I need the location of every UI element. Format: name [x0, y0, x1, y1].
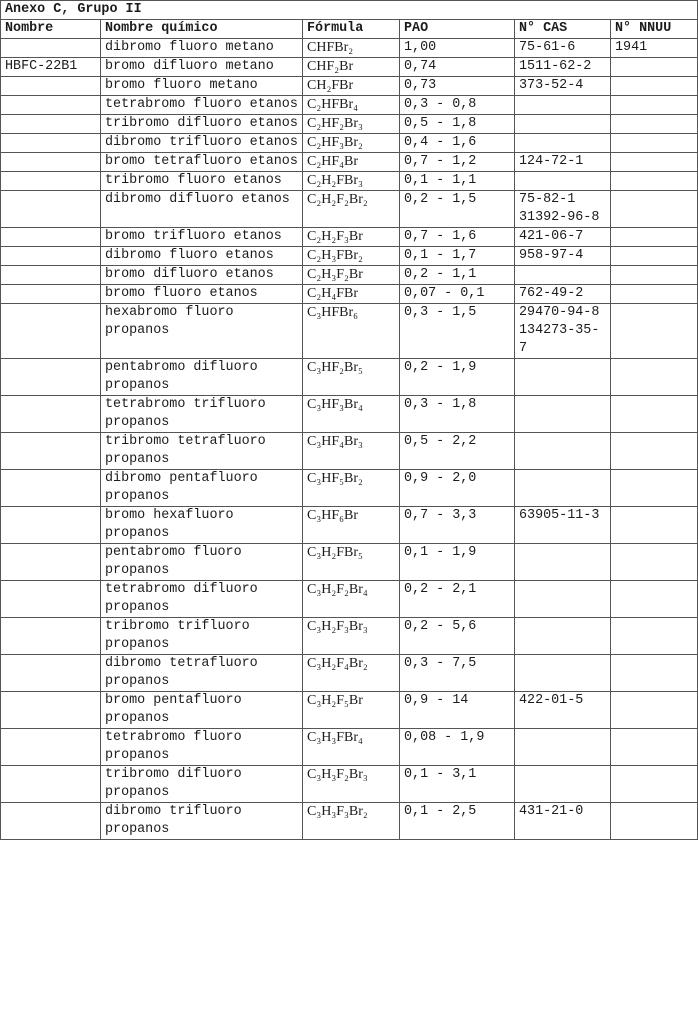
cell-cas: 958-97-4: [515, 247, 611, 266]
cell-nnuu: [611, 433, 698, 470]
cell-formula: C₂HF₃Br₂: [303, 134, 400, 153]
cell-formula: C₂HF₂Br₃: [303, 115, 400, 134]
cell-pao: 0,73: [400, 77, 515, 96]
table-title: Anexo C, Grupo II: [1, 1, 698, 20]
cell-nombre: [1, 172, 101, 191]
table-row: [1, 153, 698, 172]
cell-formula: C₂HF₄Br: [303, 153, 400, 172]
cell-formula: C₂H₃FBr₂: [303, 247, 400, 266]
cell-nombre-quimico: bromo hexafluoro propanos: [101, 507, 303, 544]
cell-nnuu: [611, 655, 698, 692]
cell-nombre: [1, 359, 101, 396]
cell-nombre-quimico: hexabromo fluoro propanos: [101, 304, 303, 359]
cell-cas: [515, 266, 611, 285]
cell-nombre-quimico: dibromo difluoro etanos: [101, 191, 303, 228]
cell-nnuu: [611, 766, 698, 803]
cell-nombre: [1, 470, 101, 507]
cell-formula: C₃H₂F₂Br₄: [303, 581, 400, 618]
cell-nombre: [1, 96, 101, 115]
table-row: [1, 618, 698, 655]
cell-formula: C₃H₃FBr₄: [303, 729, 400, 766]
cell-formula: CHF₂Br: [303, 58, 400, 77]
cell-nombre: [1, 581, 101, 618]
cell-cas: [515, 134, 611, 153]
header-pao: PAO: [400, 20, 515, 39]
table-row: [1, 77, 698, 96]
cell-nombre-quimico: dibromo fluoro etanos: [101, 247, 303, 266]
cell-nombre-quimico: tribromo tetrafluoro propanos: [101, 433, 303, 470]
table-row: [1, 304, 698, 359]
cell-cas: 124-72-1: [515, 153, 611, 172]
cell-nnuu: 1941: [611, 39, 698, 58]
table-row: [1, 396, 698, 433]
cell-cas: [515, 433, 611, 470]
cell-nombre-quimico: tetrabromo fluoro propanos: [101, 729, 303, 766]
cell-nombre: [1, 803, 101, 840]
cell-formula: CH₂FBr: [303, 77, 400, 96]
cell-formula: C₃HF₆Br: [303, 507, 400, 544]
table-row: [1, 266, 698, 285]
cell-cas: [515, 96, 611, 115]
cell-nombre-quimico: pentabromo difluoro propanos: [101, 359, 303, 396]
cell-nombre-quimico: dibromo trifluoro etanos: [101, 134, 303, 153]
cell-pao: 0,1 - 2,5: [400, 803, 515, 840]
cell-pao: 0,74: [400, 58, 515, 77]
table-row: [1, 58, 698, 77]
cell-nnuu: [611, 692, 698, 729]
cell-cas: [515, 655, 611, 692]
cell-nnuu: [611, 507, 698, 544]
cell-nombre: [1, 304, 101, 359]
cell-nombre-quimico: tetrabromo trifluoro propanos: [101, 396, 303, 433]
cell-nnuu: [611, 285, 698, 304]
cell-nombre: HBFC-22B1: [1, 58, 101, 77]
cell-pao: 0,4 - 1,6: [400, 134, 515, 153]
cell-pao: 0,1 - 3,1: [400, 766, 515, 803]
cell-cas: 75-61-6: [515, 39, 611, 58]
cell-cas: [515, 115, 611, 134]
cell-nnuu: [611, 191, 698, 228]
header-formula: Fórmula: [303, 20, 400, 39]
cell-cas: 422-01-5: [515, 692, 611, 729]
cell-nombre-quimico: tribromo difluoro etanos: [101, 115, 303, 134]
cell-nombre-quimico: tetrabromo fluoro etanos: [101, 96, 303, 115]
cell-cas: 1511-62-2: [515, 58, 611, 77]
cell-cas: 431-21-0: [515, 803, 611, 840]
table-row: [1, 172, 698, 191]
cell-nnuu: [611, 803, 698, 840]
cell-nombre-quimico: dibromo trifluoro propanos: [101, 803, 303, 840]
cell-nombre: [1, 285, 101, 304]
cell-nombre: [1, 39, 101, 58]
cell-formula: C₃H₂F₄Br₂: [303, 655, 400, 692]
cell-pao: 0,2 - 1,9: [400, 359, 515, 396]
cell-nombre-quimico: tribromo fluoro etanos: [101, 172, 303, 191]
title-row: [1, 1, 698, 20]
cell-pao: 0,1 - 1,7: [400, 247, 515, 266]
header-nombre-quimico: Nombre químico: [101, 20, 303, 39]
cell-nombre-quimico: bromo trifluoro etanos: [101, 228, 303, 247]
cell-pao: 0,3 - 0,8: [400, 96, 515, 115]
table-row: [1, 544, 698, 581]
cell-pao: 0,07 - 0,1: [400, 285, 515, 304]
cell-cas: [515, 396, 611, 433]
cell-nombre-quimico: tribromo trifluoro propanos: [101, 618, 303, 655]
cell-nnuu: [611, 134, 698, 153]
cell-formula: CHFBr₂: [303, 39, 400, 58]
cell-pao: 0,2 - 2,1: [400, 581, 515, 618]
cell-nombre: [1, 766, 101, 803]
cell-nombre: [1, 433, 101, 470]
cell-nnuu: [611, 304, 698, 359]
cell-pao: 1,00: [400, 39, 515, 58]
table-row: [1, 729, 698, 766]
cell-pao: 0,3 - 7,5: [400, 655, 515, 692]
cell-nombre-quimico: bromo fluoro etanos: [101, 285, 303, 304]
cell-nnuu: [611, 581, 698, 618]
cell-nnuu: [611, 729, 698, 766]
header-nnuu: N° NNUU: [611, 20, 698, 39]
cell-nombre-quimico: dibromo pentafluoro propanos: [101, 470, 303, 507]
cell-formula: C₂H₂FBr₃: [303, 172, 400, 191]
cell-nnuu: [611, 172, 698, 191]
cell-nnuu: [611, 359, 698, 396]
table-row: [1, 581, 698, 618]
cell-cas: 762-49-2: [515, 285, 611, 304]
cell-formula: C₂HFBr₄: [303, 96, 400, 115]
cell-cas: [515, 581, 611, 618]
cell-nnuu: [611, 396, 698, 433]
table-row: [1, 692, 698, 729]
cell-cas: [515, 766, 611, 803]
table-row: [1, 191, 698, 228]
table-row: [1, 115, 698, 134]
table-row: [1, 655, 698, 692]
cell-nnuu: [611, 96, 698, 115]
cell-nombre-quimico: dibromo tetrafluoro propanos: [101, 655, 303, 692]
cell-cas: 373-52-4: [515, 77, 611, 96]
cell-formula: C₂H₂F₃Br: [303, 228, 400, 247]
cell-pao: 0,08 - 1,9: [400, 729, 515, 766]
cell-cas: [515, 172, 611, 191]
cell-pao: 0,7 - 3,3: [400, 507, 515, 544]
cell-pao: 0,2 - 1,1: [400, 266, 515, 285]
cell-formula: C₃H₂F₃Br₃: [303, 618, 400, 655]
cell-formula: C₃H₂FBr₅: [303, 544, 400, 581]
cell-nombre-quimico: bromo tetrafluoro etanos: [101, 153, 303, 172]
cell-nnuu: [611, 58, 698, 77]
cell-formula: C₃HF₄Br₃: [303, 433, 400, 470]
cell-pao: 0,5 - 1,8: [400, 115, 515, 134]
table-row: [1, 433, 698, 470]
cell-formula: C₂H₂F₂Br₂: [303, 191, 400, 228]
cell-pao: 0,3 - 1,5: [400, 304, 515, 359]
table-row: [1, 134, 698, 153]
table-row: [1, 39, 698, 58]
cell-pao: 0,7 - 1,6: [400, 228, 515, 247]
cell-nombre: [1, 692, 101, 729]
cell-nombre: [1, 655, 101, 692]
cell-pao: 0,1 - 1,1: [400, 172, 515, 191]
cell-formula: C₃HF₅Br₂: [303, 470, 400, 507]
cell-nombre: [1, 153, 101, 172]
table-row: [1, 285, 698, 304]
cell-cas: [515, 544, 611, 581]
cell-pao: 0,9 - 2,0: [400, 470, 515, 507]
cell-nombre-quimico: bromo difluoro etanos: [101, 266, 303, 285]
cell-pao: 0,9 - 14: [400, 692, 515, 729]
cell-nombre: [1, 134, 101, 153]
header-nombre: Nombre: [1, 20, 101, 39]
cell-cas: 421-06-7: [515, 228, 611, 247]
cell-nnuu: [611, 470, 698, 507]
cell-formula: C₂H₄FBr: [303, 285, 400, 304]
cell-nombre: [1, 266, 101, 285]
cell-nombre-quimico: dibromo fluoro metano: [101, 39, 303, 58]
cell-cas: 75-82-1 31392-96-8: [515, 191, 611, 228]
cell-pao: 0,2 - 1,5: [400, 191, 515, 228]
header-row: [1, 20, 698, 39]
cell-nnuu: [611, 544, 698, 581]
cell-nombre: [1, 729, 101, 766]
table-row: [1, 470, 698, 507]
cell-nombre: [1, 618, 101, 655]
cell-nnuu: [611, 115, 698, 134]
cell-nombre: [1, 77, 101, 96]
cell-nombre: [1, 247, 101, 266]
cell-nnuu: [611, 266, 698, 285]
table-row: [1, 359, 698, 396]
cell-formula: C₃H₃F₂Br₃: [303, 766, 400, 803]
cell-cas: [515, 359, 611, 396]
cell-nombre: [1, 396, 101, 433]
cell-nnuu: [611, 618, 698, 655]
cell-pao: 0,1 - 1,9: [400, 544, 515, 581]
cell-cas: [515, 618, 611, 655]
cell-nombre: [1, 228, 101, 247]
cell-nombre: [1, 191, 101, 228]
cell-nombre-quimico: bromo pentafluoro propanos: [101, 692, 303, 729]
cell-nombre-quimico: pentabromo fluoro propanos: [101, 544, 303, 581]
cell-formula: C₃HF₃Br₄: [303, 396, 400, 433]
cell-nombre: [1, 115, 101, 134]
cell-pao: 0,5 - 2,2: [400, 433, 515, 470]
cell-nnuu: [611, 228, 698, 247]
table-row: [1, 247, 698, 266]
table-row: [1, 766, 698, 803]
cell-formula: C₂H₃F₂Br: [303, 266, 400, 285]
cell-nnuu: [611, 153, 698, 172]
cell-pao: 0,2 - 5,6: [400, 618, 515, 655]
cell-cas: [515, 470, 611, 507]
table-row: [1, 228, 698, 247]
table-row: [1, 803, 698, 840]
cell-nombre-quimico: bromo fluoro metano: [101, 77, 303, 96]
cell-formula: C₃HF₂Br₅: [303, 359, 400, 396]
cell-pao: 0,7 - 1,2: [400, 153, 515, 172]
cell-nombre-quimico: tetrabromo difluoro propanos: [101, 581, 303, 618]
cell-pao: 0,3 - 1,8: [400, 396, 515, 433]
cell-cas: 63905-11-3: [515, 507, 611, 544]
table-body: [1, 39, 698, 840]
cell-formula: C₃HFBr₆: [303, 304, 400, 359]
cell-nombre-quimico: tribromo difluoro propanos: [101, 766, 303, 803]
cell-nombre-quimico: bromo difluoro metano: [101, 58, 303, 77]
table-row: [1, 507, 698, 544]
cell-cas: [515, 729, 611, 766]
header-cas: N° CAS: [515, 20, 611, 39]
cell-nombre: [1, 544, 101, 581]
cell-nnuu: [611, 77, 698, 96]
cell-formula: C₃H₂F₅Br: [303, 692, 400, 729]
cell-nnuu: [611, 247, 698, 266]
table-row: [1, 96, 698, 115]
cell-formula: C₃H₃F₃Br₂: [303, 803, 400, 840]
cell-cas: 29470-94-8 134273-35-7: [515, 304, 611, 359]
cell-nombre: [1, 507, 101, 544]
